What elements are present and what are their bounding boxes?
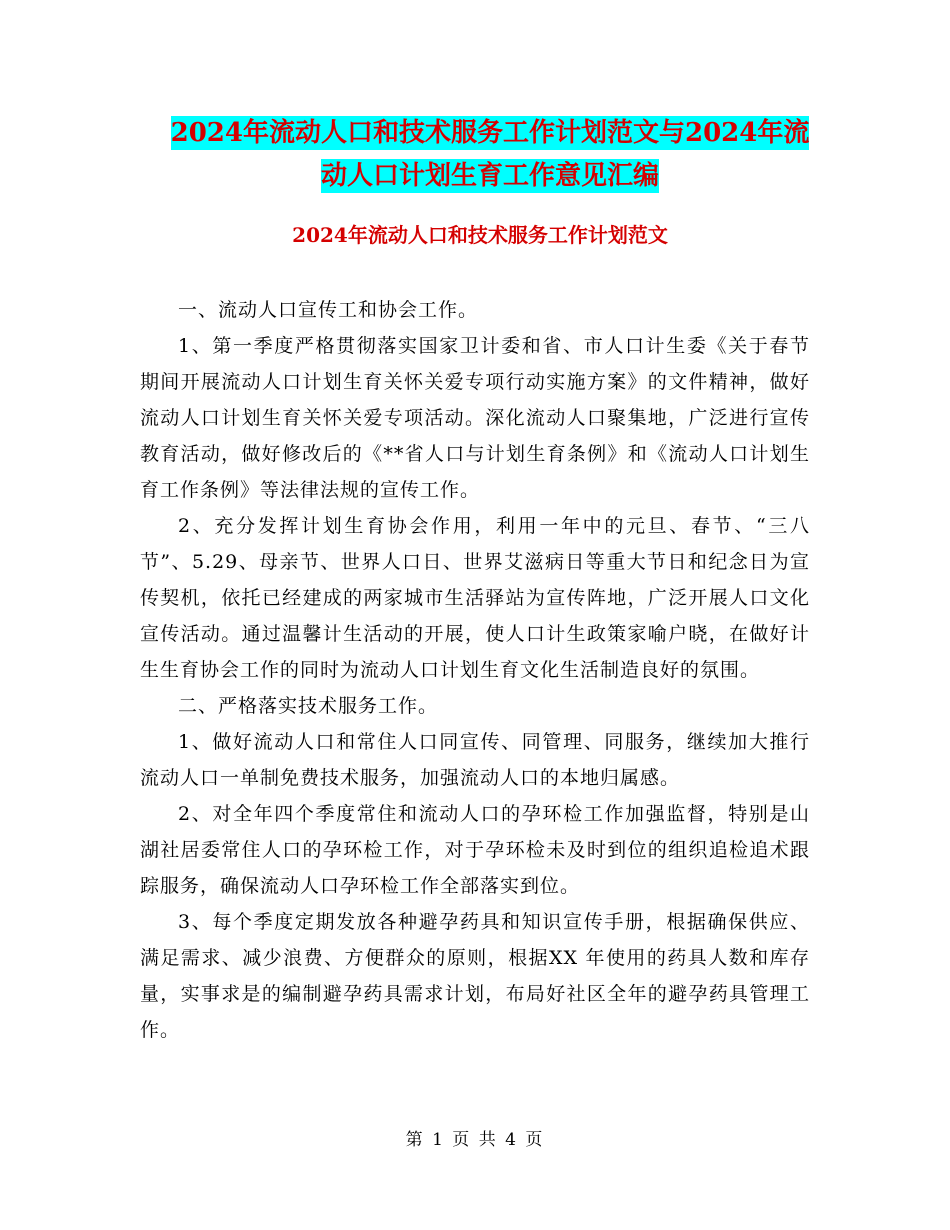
title-line-2: 动人口计划生育工作意见汇编	[320, 161, 659, 191]
paragraph: 3、每个季度定期发放各种避孕药具和知识宣传手册，根据确保供应、满足需求、减少浪费、方便群众的原则，根据XX 年使用的药具人数和库存量，实事求是的编制避孕药具需求计划，布局好社区全年的避孕药具管理工作。	[140, 911, 810, 1041]
document-body	[140, 292, 810, 1048]
paragraph: 2、充分发挥计划生育协会作用，利用一年中的元旦、春节、“三八节”、5.29、母亲节、世界人口日、世界艾滋病日等重大节日和纪念日为宣传契机，依托已经建成的两家城市生活驿站为宣传阵地，广泛开展人口文化宣传活动。通过温馨计生活动的开展，使人口计生政策家喻户晓，在做好计生生育协会工作的同时为流动人口计划生育文化生活制造良好的氛围。	[140, 515, 810, 681]
paragraph: 1、第一季度严格贯彻落实国家卫计委和省、市人口计生委《关于春节期间开展流动人口计划生育关怀关爱专项行动实施方案》的文件精神，做好流动人口计划生育关怀关爱专项活动。深化流动人口聚集地，广泛进行宣传教育活动，做好修改后的《**省人口与计划生育条例》和《流动人口计划生育工作条例》等法律法规的宣传工作。	[140, 335, 810, 501]
document-title	[140, 112, 840, 198]
paragraph: 二、严格落实技术服务工作。	[178, 695, 439, 717]
title-line-1: 2024年流动人口和技术服务工作计划范文与2024年流	[170, 118, 810, 148]
section-title: 2024年流动人口和技术服务工作计划范文	[292, 223, 668, 247]
page-footer	[0, 1125, 950, 1150]
paragraph: 一、流动人口宣传工和协会工作。	[178, 299, 479, 321]
paragraph: 1、做好流动人口和常住人口同宣传、同管理、同服务，继续加大推行流动人口一单制免费技术服务，加强流动人口的本地归属感。	[140, 731, 810, 789]
paragraph: 2、对全年四个季度常住和流动人口的孕环检工作加强监督，特别是山湖社居委常住人口的孕环检工作，对于孕环检未及时到位的组织追检追术跟踪服务，确保流动人口孕环检工作全部落实到位。	[140, 803, 810, 897]
page-number: 第 1 页 共 4 页	[405, 1130, 545, 1150]
